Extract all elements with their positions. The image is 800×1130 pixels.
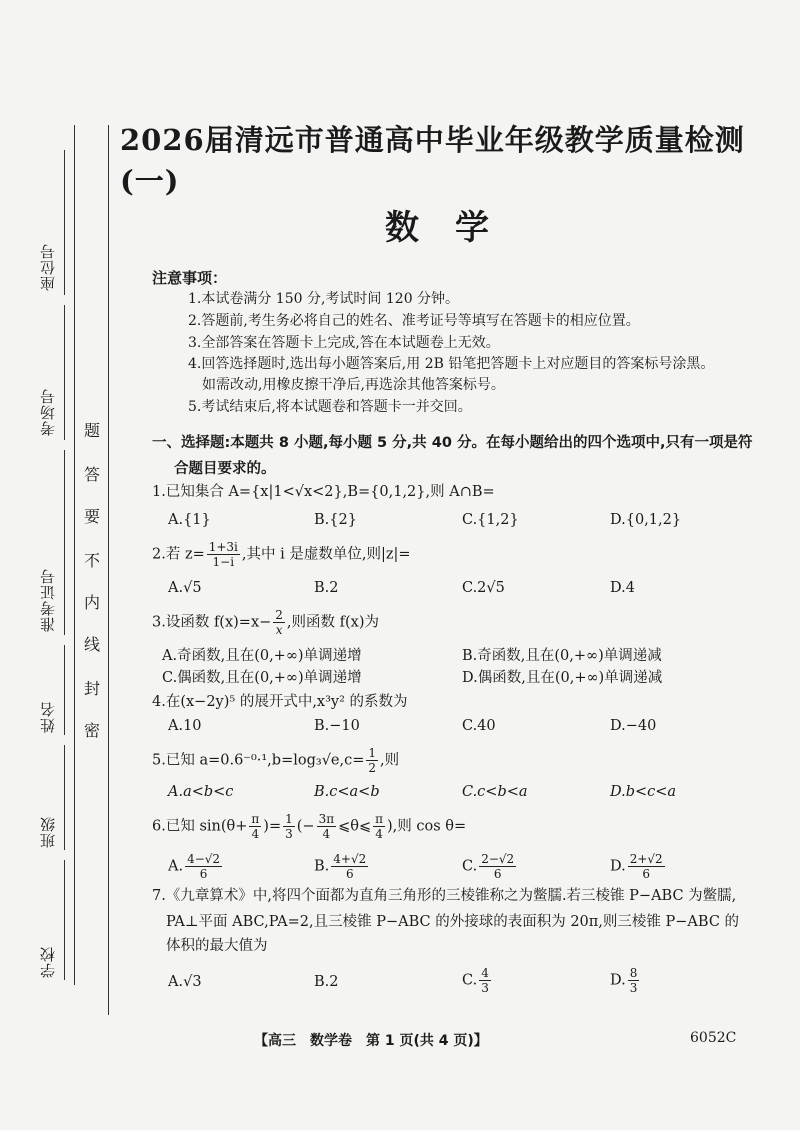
q7-option-c-den: 3 [481, 981, 489, 995]
paper-code: 6052C [690, 1030, 737, 1046]
q6-frac4 [373, 812, 385, 841]
q6-option-b-num: 4+√2 [333, 852, 367, 866]
q6-frac3-num: 3π [318, 812, 335, 826]
note-item: 5.考试结束后,将本试题卷和答题卡一并交回。 [188, 399, 472, 415]
q2-option-c[interactable]: C.2√5 [462, 580, 505, 596]
q6-frac1-den: 4 [251, 827, 260, 841]
page-footer: 【高三 数学卷 第 1 页(共 4 页)】 [254, 1033, 488, 1049]
q3-option-c[interactable]: C.偶函数,且在(0,+∞)单调递增 [162, 670, 362, 686]
seat-number-label: 座位号 [39, 243, 57, 292]
section-heading [152, 430, 792, 482]
admission-number-underline[interactable] [64, 450, 65, 635]
q6-pre: 6.已知 sin(θ+ [152, 818, 248, 835]
seal-char: 线 [83, 635, 100, 654]
question-7-line3: 体积的最大值为 [166, 938, 268, 954]
q5-post: ,则 [380, 752, 400, 769]
q7-option-d-num: 8 [629, 966, 638, 980]
q2-fraction [207, 540, 240, 569]
q6-option-c-num: 2−√2 [481, 852, 515, 866]
q3-option-b[interactable]: B.奇函数,且在(0,+∞)单调递减 [462, 648, 662, 664]
q3-pre: 3.设函数 f(x)=x− [152, 614, 272, 631]
q2-option-b[interactable]: B.2 [314, 580, 339, 596]
q2-post: ,其中 i 是虚数单位,则|z|= [241, 546, 411, 563]
q6-option-a-num: 4−√2 [187, 852, 221, 866]
q4-option-d[interactable]: D.−40 [610, 718, 657, 734]
q7-option-a[interactable]: A.√3 [168, 974, 202, 990]
q5-option-d[interactable]: D.b<c<a [610, 784, 677, 800]
q5-option-c[interactable]: C.c<b<a [462, 784, 528, 800]
note-item: 4.回答选择题时,选出每小题答案后,用 2B 铅笔把答题卡上对应题目的答案标号涂黑。 [188, 356, 715, 372]
binding-line-outer [74, 125, 75, 985]
q6-option-b-label: B. [314, 858, 330, 875]
seal-char: 封 [83, 679, 100, 698]
q7-option-c-label: C. [462, 972, 478, 989]
note-item: 3.全部答案在答题卡上完成,答在本试题卷上无效。 [188, 335, 500, 351]
exam-room-label: 考场号 [39, 388, 57, 437]
seal-char: 答 [83, 465, 100, 484]
q4-option-b[interactable]: B.−10 [314, 718, 360, 734]
q1-option-a[interactable]: A.{1} [168, 512, 211, 528]
section-heading-line1: 一、选择题:本题共 8 小题,每小题 5 分,共 40 分。在每小题给出的四个选项中,只有一项是符 [152, 435, 753, 451]
seal-char: 内 [83, 593, 100, 612]
seal-char: 不 [83, 551, 100, 570]
q7-option-c-frac [479, 966, 491, 995]
q6-option-d-num: 2+√2 [629, 852, 663, 866]
q2-option-d[interactable]: D.4 [610, 580, 635, 596]
q6-frac4-den: 4 [375, 827, 383, 841]
q3-denominator: x [275, 623, 283, 637]
q6-option-c-frac [479, 852, 516, 881]
binding-line-inner [108, 125, 109, 1015]
question-4-stem: 4.在(x−2y)⁵ 的展开式中,x³y² 的系数为 [152, 694, 408, 710]
q6-mid: )= [263, 818, 282, 835]
q2-pre: 2.若 z= [152, 546, 205, 563]
q2-option-a[interactable]: A.√5 [168, 580, 202, 596]
q7-option-b[interactable]: B.2 [314, 974, 339, 990]
question-2-stem [152, 540, 411, 569]
question-7-line1: 7.《九章算术》中,将四个面都为直角三角形的三棱锥称之为鳖臑.若三棱锥 P−ABC 为鳖臑, [152, 888, 737, 904]
q6-option-d-frac [628, 852, 665, 881]
name-label: 姓名 [39, 701, 57, 734]
section-heading-line2: 合题目要求的。 [174, 461, 276, 477]
q5-numerator: 1 [368, 746, 377, 760]
subject-title: 数学 [385, 208, 525, 248]
note-item: 如需改动,用橡皮擦干净后,再选涂其他答案标号。 [202, 377, 505, 393]
q6-frac2 [283, 812, 295, 841]
admission-number-label: 准考证号 [39, 568, 57, 632]
q7-option-d-label: D. [610, 972, 626, 989]
q6-frac4-num: π [375, 812, 384, 826]
seal-char: 要 [83, 507, 100, 526]
q3-fraction [273, 608, 285, 637]
q6-option-d-den: 6 [642, 867, 651, 881]
q6-option-b-frac [331, 852, 368, 881]
name-underline[interactable] [64, 645, 65, 735]
q1-option-b[interactable]: B.{2} [314, 512, 357, 528]
q6-option-c[interactable] [462, 852, 518, 881]
q1-option-c[interactable]: C.{1,2} [462, 512, 519, 528]
q6-option-b[interactable] [314, 852, 370, 881]
q1-option-d[interactable]: D.{0,1,2} [610, 512, 682, 528]
q2-denominator: 1−i [212, 555, 235, 569]
q4-option-a[interactable]: A.10 [168, 718, 202, 734]
class-label: 班级 [39, 816, 57, 849]
q7-option-c[interactable] [462, 966, 493, 995]
question-3-stem [152, 608, 379, 637]
q6-option-a-label: A. [168, 858, 184, 875]
q6-option-d-label: D. [610, 858, 626, 875]
q5-option-a[interactable]: A.a<b<c [168, 784, 234, 800]
q7-option-d[interactable] [610, 966, 641, 995]
q5-pre: 5.已知 a=0.6⁻⁰·¹,b=log₃√e,c= [152, 752, 365, 769]
q3-option-d[interactable]: D.偶函数,且在(0,+∞)单调递减 [462, 670, 663, 686]
class-underline[interactable] [64, 745, 65, 850]
q6-option-c-label: C. [462, 858, 478, 875]
seal-char: 密 [83, 721, 100, 740]
note-item: 1.本试卷满分 150 分,考试时间 120 分钟。 [188, 291, 460, 307]
question-6-stem [152, 812, 466, 841]
question-7-line2: PA⊥平面 ABC,PA=2,且三棱锥 P−ABC 的外接球的表面积为 20π,则三棱锥 P−ABC 的 [166, 914, 740, 930]
q7-option-d-frac [628, 966, 640, 995]
seal-char: 题 [83, 421, 100, 440]
q6-frac1-num: π [251, 812, 260, 826]
notes-heading: 注意事项： [152, 269, 228, 287]
q7-option-d-den: 3 [629, 981, 638, 995]
q3-numerator: 2 [275, 608, 283, 622]
note-item: 2.答题前,考生务必将自己的姓名、准考证号等填写在答题卡的相应位置。 [188, 313, 640, 329]
q6-frac2-den: 3 [285, 827, 293, 841]
school-underline[interactable] [64, 860, 65, 980]
q6-option-a-den: 6 [199, 867, 208, 881]
q5-option-b[interactable]: B.c<a<b [314, 784, 380, 800]
exam-room-underline[interactable] [64, 305, 65, 440]
q5-fraction [366, 746, 378, 775]
q6-option-a-frac [185, 852, 222, 881]
question-1-stem: 1.已知集合 A={x|1<√x<2},B={0,1,2},则 A∩B= [152, 484, 495, 500]
q6-frac3-den: 4 [322, 827, 331, 841]
q6-mid3: ⩽θ⩽ [338, 818, 372, 835]
q6-frac3 [317, 812, 337, 841]
q6-option-a[interactable] [168, 852, 224, 881]
q6-option-b-den: 6 [345, 867, 354, 881]
q6-option-d[interactable] [610, 852, 667, 881]
q3-option-a[interactable]: A.奇函数,且在(0,+∞)单调递增 [162, 648, 362, 664]
q5-denominator: 2 [368, 761, 377, 775]
q3-post: ,则函数 f(x)为 [286, 614, 379, 631]
question-5-stem [152, 746, 399, 775]
exam-title: 2026届清远市普通高中毕业年级教学质量检测(一) [120, 123, 745, 198]
q6-mid2: (− [296, 818, 315, 835]
q4-option-c[interactable]: C.40 [462, 718, 496, 734]
q7-option-c-num: 4 [481, 966, 489, 980]
q2-numerator: 1+3i [208, 540, 238, 554]
q6-option-c-den: 6 [493, 867, 502, 881]
q6-frac2-num: 1 [285, 812, 293, 826]
q6-post: ),则 cos θ= [387, 818, 467, 835]
q6-frac1 [249, 812, 261, 841]
school-label: 学校 [39, 946, 57, 979]
